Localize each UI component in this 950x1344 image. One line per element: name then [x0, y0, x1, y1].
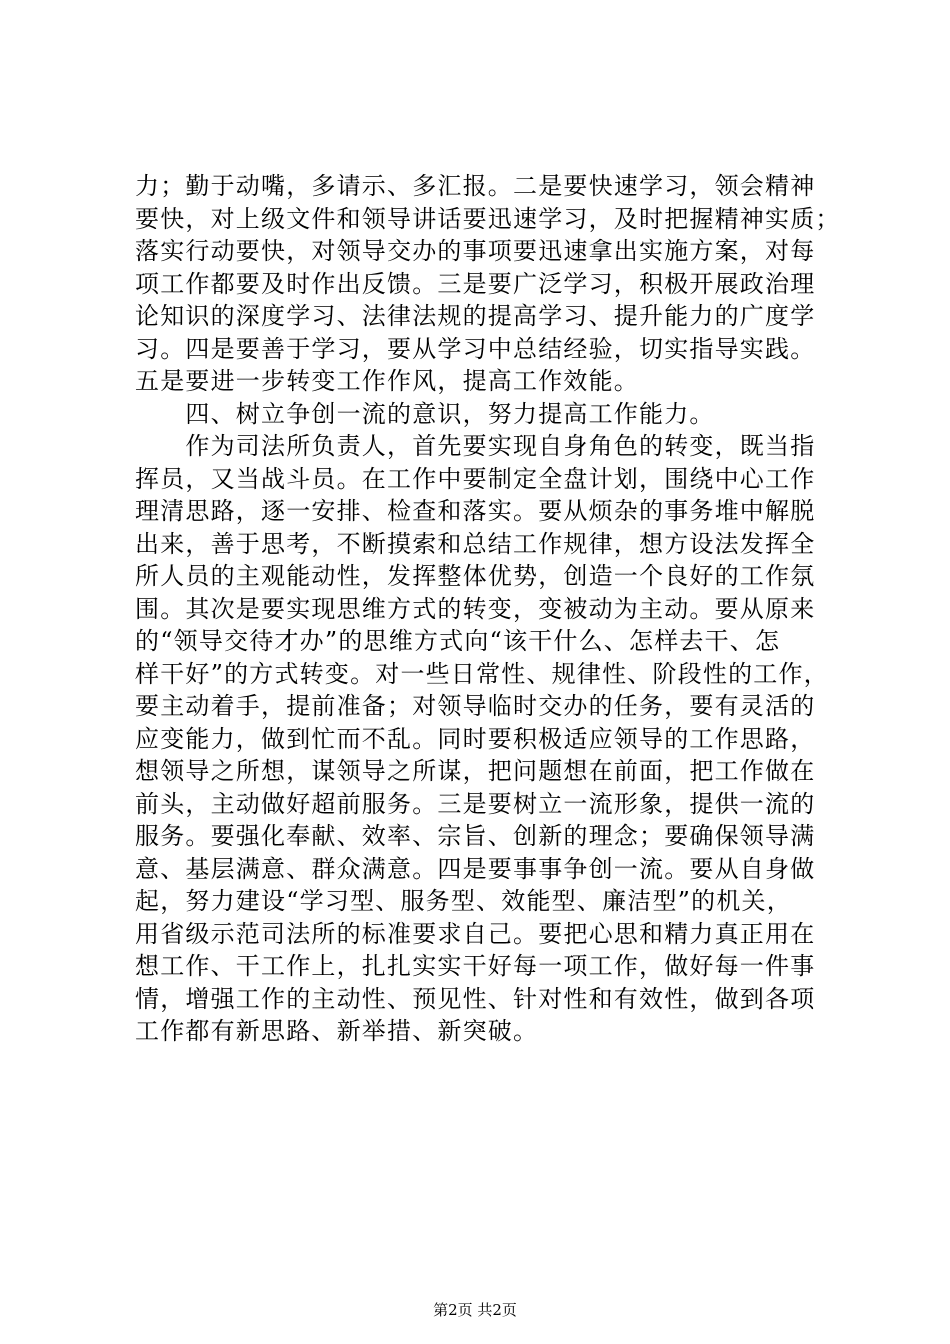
text-line: 样干好”的方式转变。对一些日常性、规律性、阶段性的工作，: [135, 659, 829, 688]
document-body: [135, 170, 841, 1048]
text-line: 围。其次是要实现思维方式的转变，变被动为主动。要从原来: [135, 594, 816, 623]
text-line: 理清思路，逐一安排、检查和落实。要从烦杂的事务堆中解脱: [135, 497, 816, 525]
text-line: 应变能力，做到忙而不乱。同时要积极适应领导的工作思路，: [135, 724, 816, 753]
text-line: 要快，对上级文件和领导讲话要迅速学习，及时把握精神实质；: [135, 204, 841, 233]
text-line: 起，努力建设“学习型、服务型、效能型、廉洁型”的机关，: [135, 887, 792, 915]
section-heading: 四、树立争创一流的意识，努力提高工作能力。: [135, 399, 715, 428]
text-line: 工作都有新思路、新举措、新突破。: [135, 1017, 539, 1045]
text-line: 作为司法所负责人，首先要实现自身角色的转变，既当指: [135, 432, 816, 460]
text-line: 服务。要强化奉献、效率、宗旨、创新的理念；要确保领导满: [135, 822, 816, 850]
text-line: 情，增强工作的主动性、预见性、针对性和有效性，做到各项: [135, 984, 816, 1013]
text-line: 前头，主动做好超前服务。三是要树立一流形象，提供一流的: [135, 789, 816, 818]
text-line: 项工作都要及时作出反馈。三是要广泛学习，积极开展政治理: [135, 269, 816, 298]
text-line: 用省级示范司法所的标准要求自己。要把心思和精力真正用在: [135, 919, 816, 948]
page-number-footer: 第2页 共2页: [433, 1301, 517, 1319]
text-line: 挥员，又当战斗员。在工作中要制定全盘计划，围绕中心工作: [135, 464, 816, 493]
text-line: 要主动着手，提前准备；对领导临时交办的任务，要有灵活的: [135, 692, 816, 720]
text-line: 想工作、干工作上，扎扎实实干好每一项工作，做好每一件事: [135, 952, 816, 980]
text-line: 论知识的深度学习、法律法规的提高学习、提升能力的广度学: [135, 302, 816, 330]
text-line: 想领导之所想，谋领导之所谋，把问题想在前面，把工作做在: [135, 757, 816, 785]
text-line: 意、基层满意、群众满意。四是要事事争创一流。要从自身做: [135, 854, 816, 883]
text-line: 的“领导交待才办”的思维方式向“该干什么、怎样去干、怎: [135, 627, 781, 655]
text-line: 所人员的主观能动性，发挥整体优势，创造一个良好的工作氛: [135, 562, 816, 590]
text-line: 习。四是要善于学习，要从学习中总结经验，切实指导实践。: [135, 334, 816, 363]
text-line: 五是要进一步转变工作作风，提高工作效能。: [135, 367, 639, 395]
text-line: 力；勤于动嘴，多请示、多汇报。二是要快速学习，领会精神: [135, 172, 816, 200]
text-line: 落实行动要快，对领导交办的事项要迅速拿出实施方案，对每: [135, 237, 816, 265]
text-line: 出来，善于思考，不断摸索和总结工作规律，想方设法发挥全: [135, 529, 816, 558]
